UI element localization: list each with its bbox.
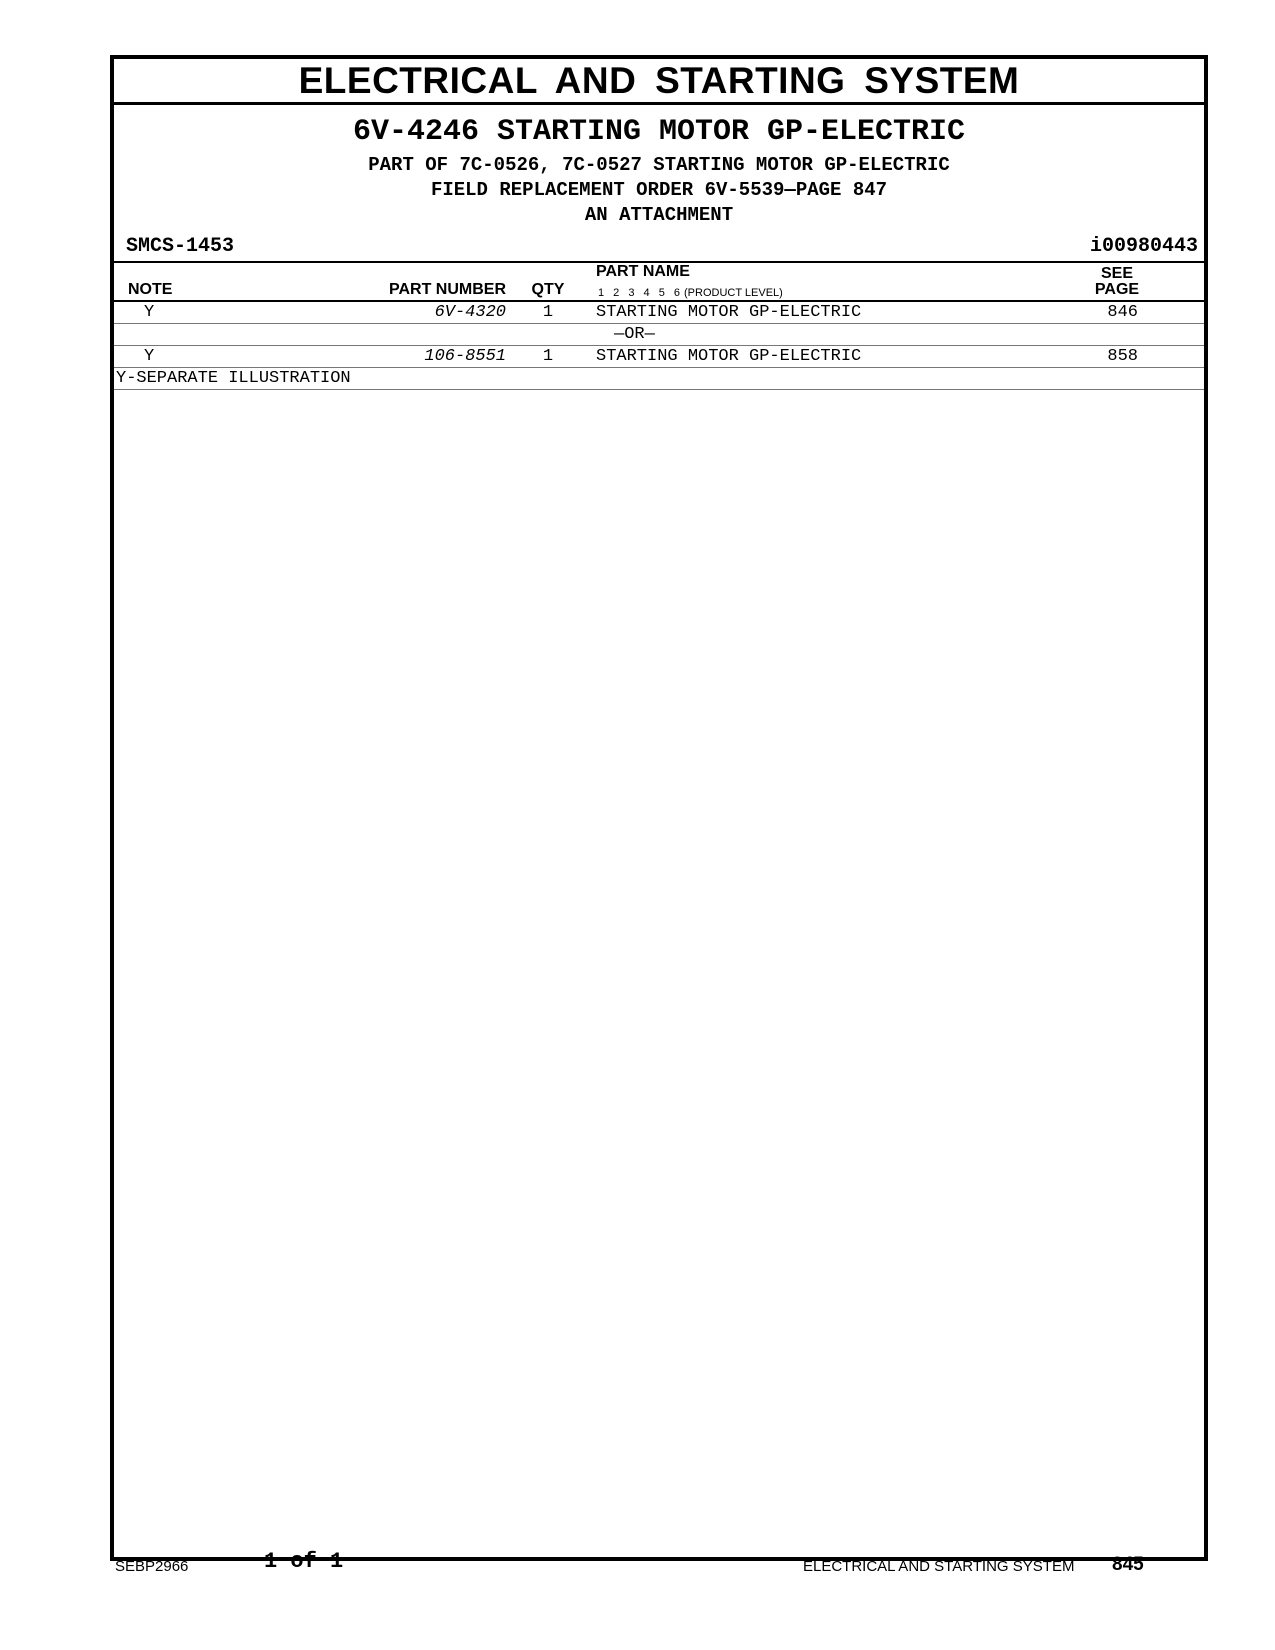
row-note: Y [144, 303, 155, 322]
table-row [114, 324, 1204, 346]
field-order-line: FIELD REPLACEMENT ORDER 6V-5539—PAGE 847 [430, 179, 888, 201]
col-header-part-name: PART NAME [596, 263, 690, 280]
document-number: SEBP2966 [115, 1558, 189, 1575]
col-header-qty: QTY [531, 281, 565, 298]
row-qty: 1 [542, 303, 554, 322]
row-see-page: 858 [1107, 347, 1138, 366]
row-part-name: STARTING MOTOR GP-ELECTRIC [596, 347, 862, 366]
table-row [114, 302, 1204, 324]
row-qty: 1 [542, 347, 554, 366]
footnote-row [114, 368, 1204, 390]
page-frame [110, 55, 1208, 1561]
page-number: 845 [1112, 1554, 1144, 1575]
row-see-page: 846 [1107, 303, 1138, 322]
section-title: ELECTRICAL AND STARTING SYSTEM [114, 59, 1204, 105]
illustration-id: i00980443 [1089, 235, 1198, 258]
part-of-line: PART OF 7C-0526, 7C-0527 STARTING MOTOR GP-ELECTRIC [368, 154, 950, 176]
page-count: 1 of 1 [264, 1549, 344, 1574]
or-separator: —OR— [614, 325, 655, 344]
row-part-number: 6V-4320 [434, 303, 506, 322]
footer-system-name: ELECTRICAL AND STARTING SYSTEM [803, 1558, 1075, 1575]
row-part-number: 106-8551 [424, 347, 506, 366]
footnote: Y-SEPARATE ILLUSTRATION [116, 369, 351, 388]
page-label: PAGE [1094, 281, 1140, 298]
attachment-line: AN ATTACHMENT [584, 204, 734, 226]
group-title: 6V-4246 STARTING MOTOR GP-ELECTRIC [352, 115, 966, 149]
table-row [114, 346, 1204, 368]
col-header-see-page [1084, 266, 1150, 298]
levels-numbers: 1 2 3 4 5 6 [598, 287, 680, 299]
product-level-label: (PRODUCT LEVEL) [684, 287, 783, 299]
see-label: SEE [1100, 265, 1133, 282]
row-note: Y [144, 347, 155, 366]
row-part-name: STARTING MOTOR GP-ELECTRIC [596, 303, 862, 322]
col-header-part-number: PART NUMBER [388, 281, 506, 298]
smcs-code: SMCS-1453 [126, 235, 235, 258]
col-header-note: NOTE [128, 281, 173, 298]
